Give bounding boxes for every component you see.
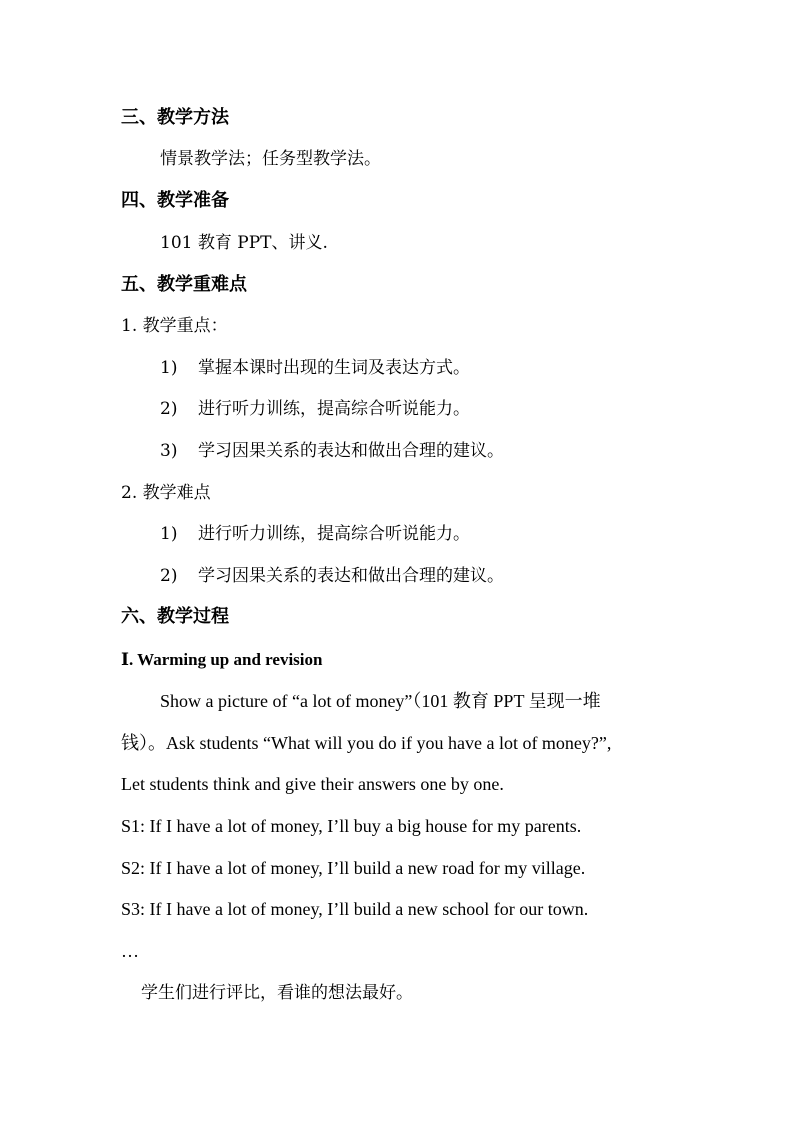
- paragraph-line: 钱）。Ask students “What will you do if you have a lot of money?”,: [121, 733, 612, 753]
- list-item-text: 掌握本课时出现的生词及表达方式。: [198, 358, 470, 378]
- list-item: [160, 398, 470, 420]
- list-item: [160, 440, 504, 462]
- list-item-text: 学习因果关系的表达和做出合理的建议。: [198, 441, 504, 461]
- ellipsis: …: [121, 941, 139, 961]
- paragraph-line: Show a picture of “a lot of money”（101 教育 PPT 呈现一堆: [160, 691, 601, 711]
- list-item-number: 2): [160, 399, 178, 419]
- methods-text: 情景教学法；任务型教学法。: [160, 149, 381, 169]
- closing-text: 学生们进行评比，看谁的想法最好。: [141, 983, 413, 1003]
- focus-title: 1. 教学重点：: [121, 316, 228, 336]
- list-item: [160, 357, 470, 379]
- list-item: [160, 523, 470, 545]
- preparation-text: 101 教育 PPT、讲义.: [160, 233, 328, 253]
- list-item-number: 3): [160, 441, 178, 461]
- section-heading-preparation: 四、教学准备: [121, 190, 229, 211]
- section-heading-methods: 三、教学方法: [121, 107, 229, 128]
- student-answer: S3: If I have a lot of money, I’ll build a new school for our town.: [121, 899, 589, 919]
- paragraph-line: Let students think and give their answers one by one.: [121, 774, 504, 794]
- difficulty-title: 2. 教学难点: [121, 483, 211, 503]
- list-item-number: 2): [160, 566, 178, 586]
- student-answer: S2: If I have a lot of money, I’ll build a new road for my village.: [121, 858, 586, 878]
- list-item-number: 1): [160, 524, 178, 544]
- list-item-text: 进行听力训练，提高综合听说能力。: [198, 524, 470, 544]
- list-item-text: 学习因果关系的表达和做出合理的建议。: [198, 566, 504, 586]
- list-item-number: 1): [160, 358, 178, 378]
- list-item: [160, 565, 504, 587]
- section-heading-key-points: 五、教学重难点: [121, 274, 247, 295]
- list-item-text: 进行听力训练，提高综合听说能力。: [198, 399, 470, 419]
- section-heading-process: 六、教学过程: [121, 606, 229, 627]
- student-answer: S1: If I have a lot of money, I’ll buy a big house for my parents.: [121, 816, 582, 836]
- step-title: Ⅰ. Warming up and revision: [121, 650, 323, 669]
